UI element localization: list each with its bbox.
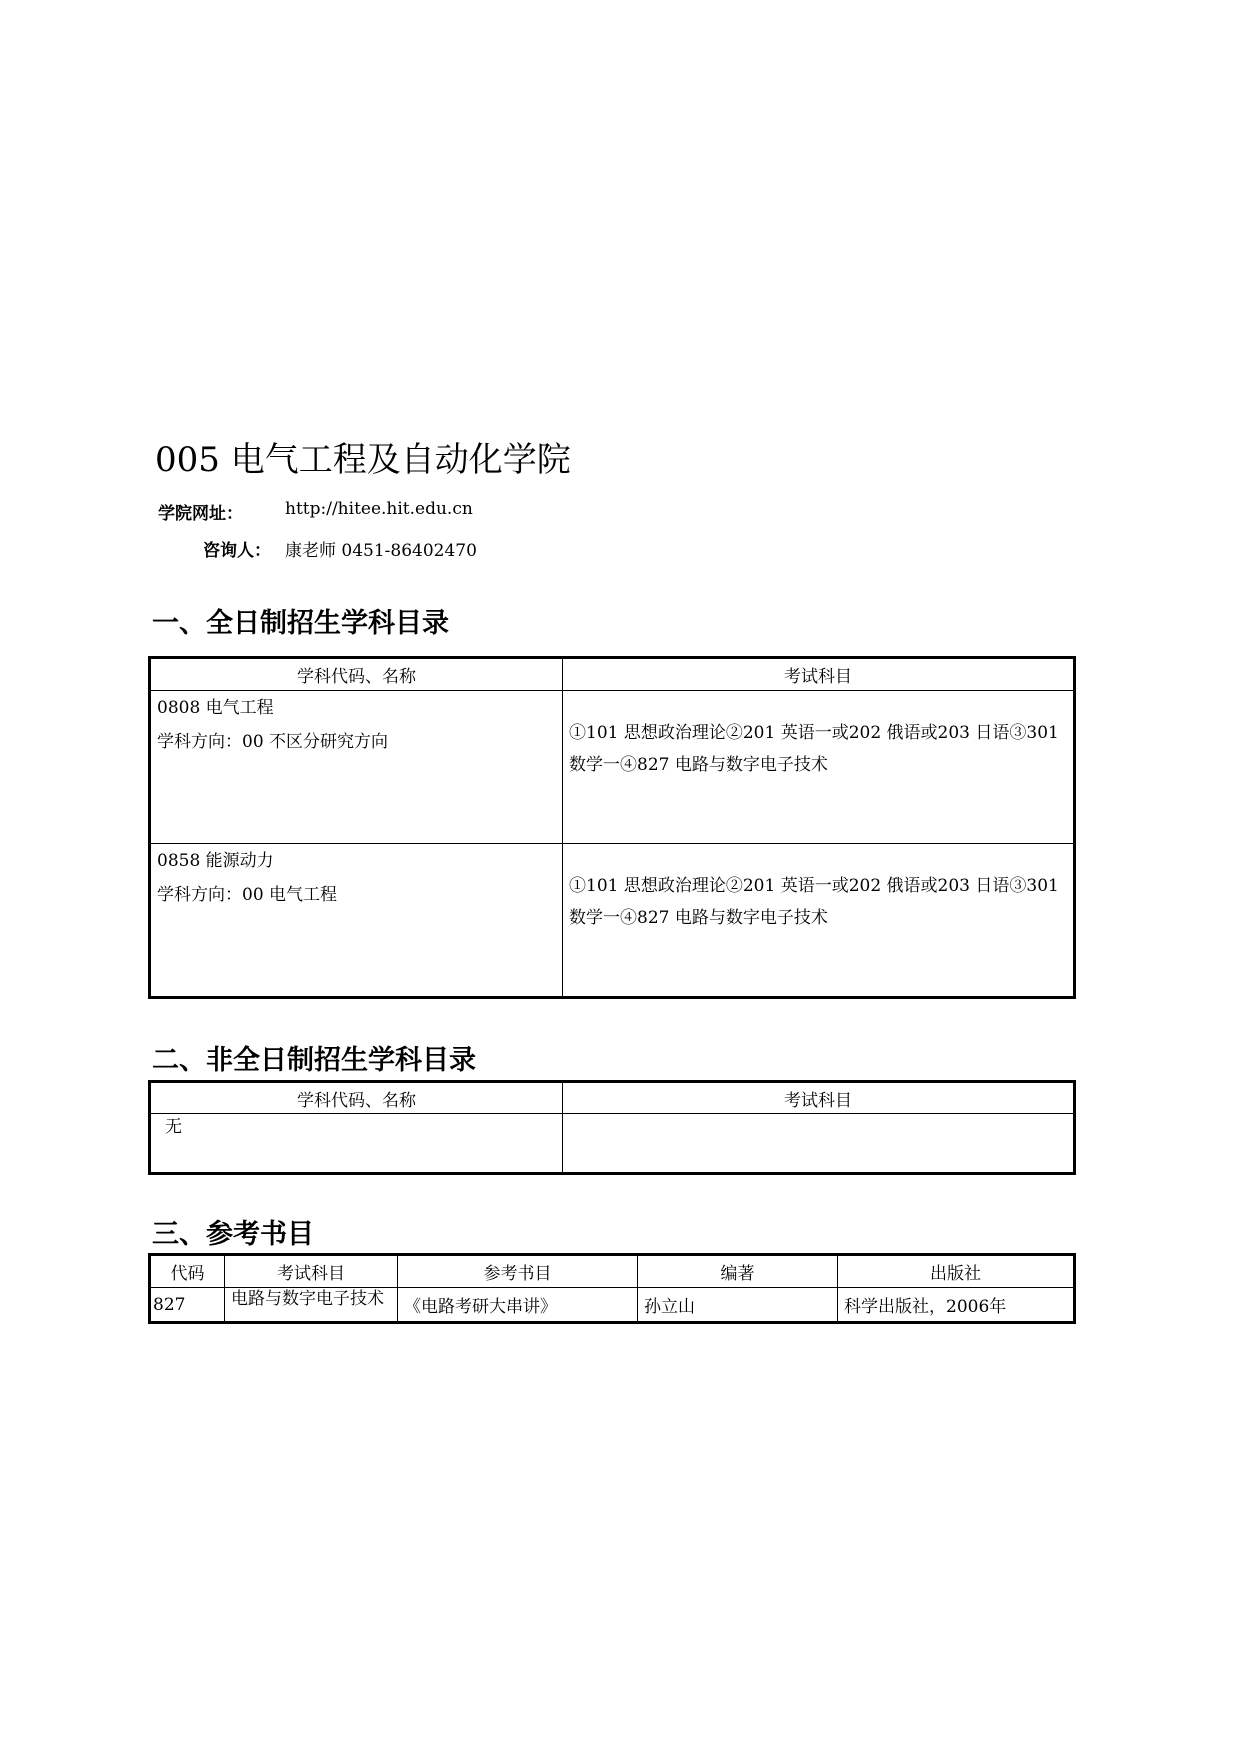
column-header: 考试科目 xyxy=(563,658,1075,691)
exam-subjects: ①101 思想政治理论②201 英语一或202 俄语或203 日语③301 数学一④827 电路与数字电子技术 xyxy=(569,876,1059,928)
website-label: 学院网址： xyxy=(158,504,243,524)
column-header: 考试科目 xyxy=(563,1082,1075,1114)
table-row xyxy=(150,1114,1075,1174)
section-heading-full-time: 一、全日制招生学科目录 xyxy=(152,608,449,639)
subject-name: 无 xyxy=(165,1117,182,1137)
part-time-table xyxy=(148,1080,1076,1175)
column-header: 学科代码、名称 xyxy=(150,1082,563,1114)
column-header: 参考书目 xyxy=(398,1255,638,1288)
ref-code: 827 xyxy=(150,1288,225,1323)
contact-value: 康老师 0451-86402470 xyxy=(285,541,477,561)
ref-book: 《电路考研大串讲》 xyxy=(398,1288,638,1323)
table-row xyxy=(150,844,1075,998)
references-table xyxy=(148,1253,1076,1324)
ref-publisher: 科学出版社，2006年 xyxy=(838,1288,1075,1323)
exam-subjects: ①101 思想政治理论②201 英语一或202 俄语或203 日语③301 数学一④827 电路与数字电子技术 xyxy=(569,723,1059,775)
subject-name: 0808 电气工程 xyxy=(157,698,274,718)
page-title: 005 电气工程及自动化学院 xyxy=(155,440,571,480)
ref-subject: 电路与数字电子技术 xyxy=(231,1289,384,1309)
table-row xyxy=(150,1288,1075,1323)
column-header: 代码 xyxy=(150,1255,225,1288)
ref-author: 孙立山 xyxy=(638,1288,838,1323)
full-time-table xyxy=(148,656,1076,999)
table-row xyxy=(150,691,1075,844)
subject-direction: 学科方向：00 不区分研究方向 xyxy=(157,732,389,752)
website-link[interactable]: http://hitee.hit.edu.cn xyxy=(285,499,473,519)
subject-name: 0858 能源动力 xyxy=(157,851,274,871)
section-heading-part-time: 二、非全日制招生学科目录 xyxy=(152,1045,476,1076)
column-header: 编著 xyxy=(638,1255,838,1288)
column-header: 学科代码、名称 xyxy=(150,658,563,691)
column-header: 考试科目 xyxy=(225,1255,398,1288)
subject-direction: 学科方向：00 电气工程 xyxy=(157,885,338,905)
contact-label: 咨询人： xyxy=(203,541,271,561)
column-header: 出版社 xyxy=(838,1255,1075,1288)
section-heading-references: 三、参考书目 xyxy=(152,1219,314,1250)
